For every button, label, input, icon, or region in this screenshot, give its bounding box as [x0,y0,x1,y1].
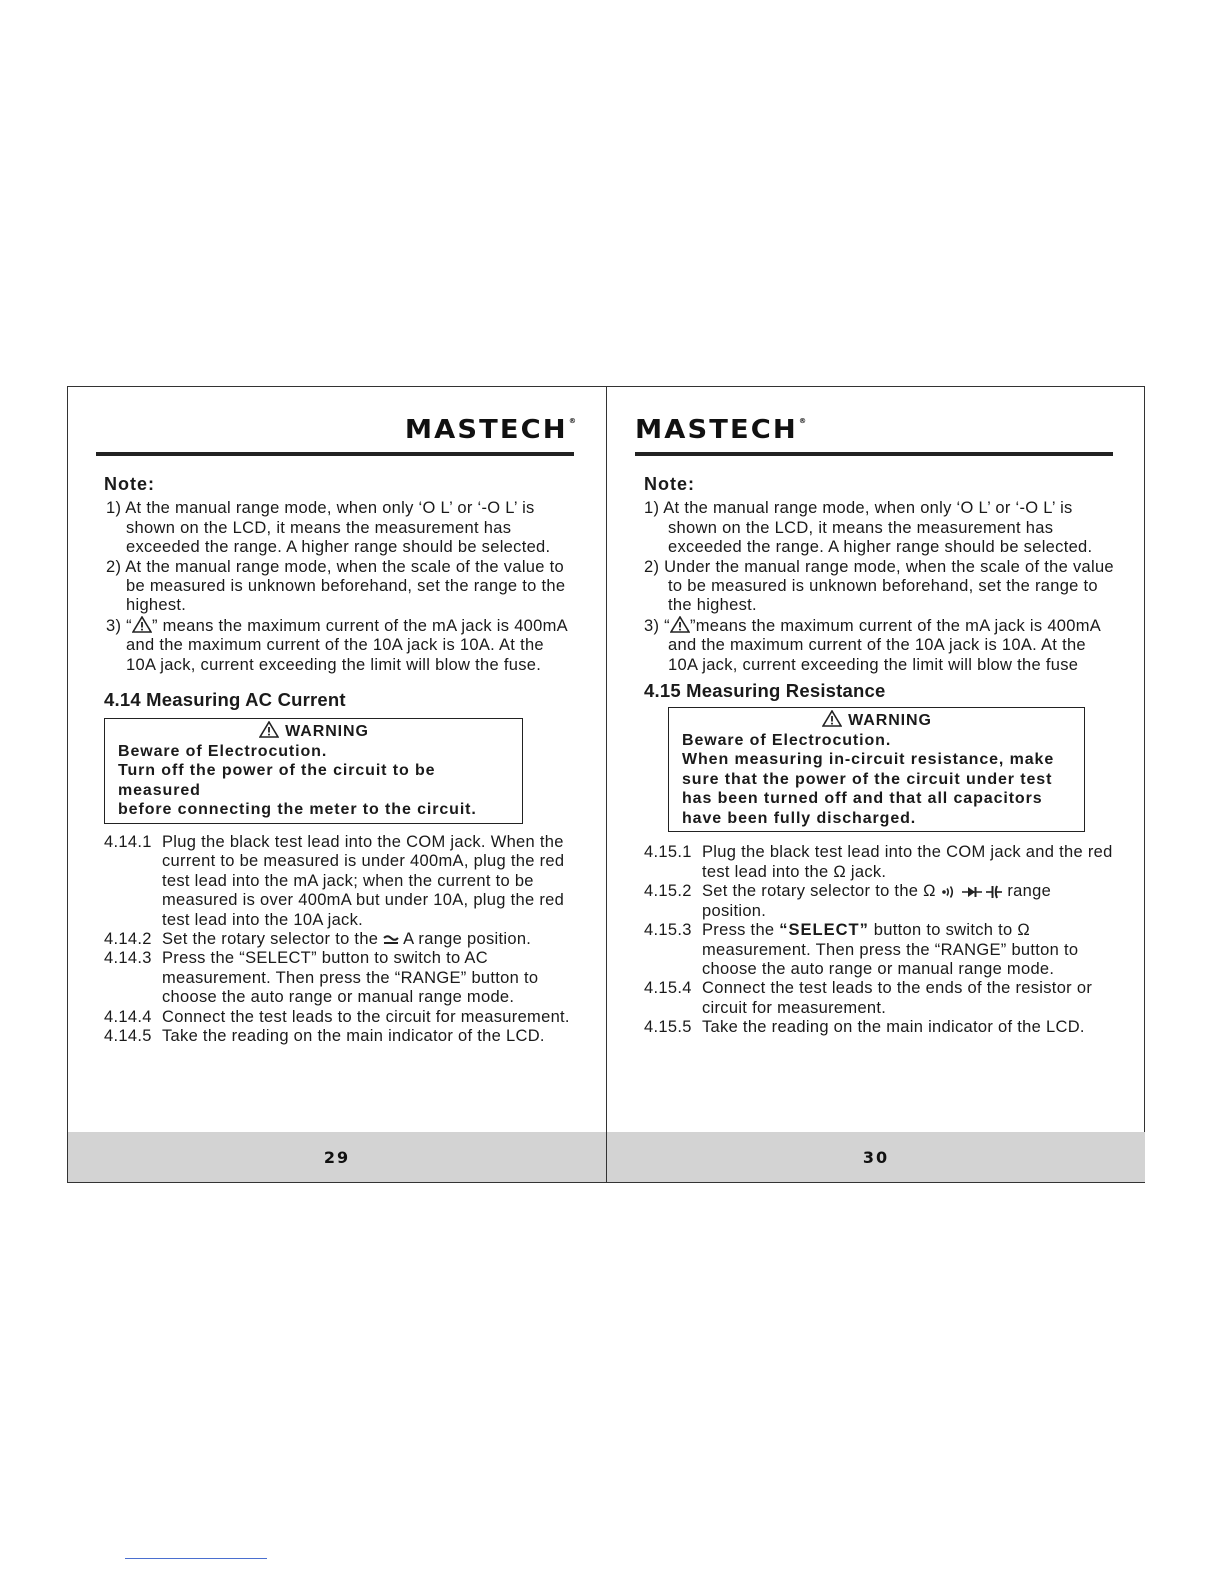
divider [125,1558,267,1559]
page-number: 30 [607,1132,1145,1182]
step-item [104,833,574,930]
warning-line: When measuring in-circuit resistance, make sure that the power of the circuit under test has been turned off and that all capacitors have been fully discharged. [682,751,1055,827]
warning-line: before connecting the meter to the circuit. [118,801,477,819]
diode-icon [962,885,982,899]
step-number: 4.15.1 [644,843,692,862]
step-number: 4.14.1 [104,832,152,851]
step-item [104,1008,574,1027]
warning-triangle-icon [670,616,690,633]
warning-heading: WARNING [682,710,1072,731]
page-content [104,475,574,1046]
note-item: 2) Under the manual range mode, when the scale of the value to be measured is unknown beforehand, set the range to the highest. [644,557,1114,615]
header-rule [96,452,574,456]
step-text: Connect the test leads to the circuit for measurement. [162,1007,570,1026]
step-number: 4.14.5 [104,1027,152,1046]
note-item: 1) At the manual range mode, when only ‘O L’ or ‘-O L’ is shown on the LCD, it means the measurement has exceeded the range. A higher range should be selected. [106,499,551,557]
step-number: 4.15.2 [644,882,692,901]
warning-line: Turn off the power of the circuit to be measured [118,762,436,799]
step-item [104,1027,574,1046]
step-text: Set the rotary selector to the Ω range position. [702,882,1052,920]
step-item [104,930,574,949]
step-text: Plug the black test lead into the COM jack. When the current to be measured is under 400mA, plug the red test lead into the mA jack; when the current to be measured is over 400mA but under 10A, plug the red test lead into the 10A jack. [162,832,565,929]
warning-triangle-icon [822,710,842,727]
continuity-sound-icon [941,885,957,899]
step-number: 4.15.3 [644,921,692,940]
step-number: 4.15.5 [644,1018,692,1037]
step-item [644,1018,1119,1037]
page-number: 29 [68,1132,606,1182]
step-number: 4.14.3 [104,949,152,968]
warning-line: Beware of Electrocution. [682,731,892,749]
step-item [104,949,574,1007]
brand-logo: MASTECH® [404,415,576,445]
step-text: Press the “SELECT” button to switch to Ω measurement. Then press the “RANGE” button to choose the auto range or manual range mode. [702,921,1079,978]
warning-box [104,718,523,824]
step-item [644,979,1119,1018]
warning-line: Beware of Electrocution. [118,742,328,760]
page-content [644,475,1119,1038]
step-number: 4.14.2 [104,930,152,948]
warning-triangle-icon [259,721,279,738]
warning-heading: WARNING [118,721,510,742]
step-number: 4.15.4 [644,979,692,998]
step-text: Press the “SELECT” button to switch to AC measurement. Then press the “RANGE” button to choose the auto range or manual range mode. [162,949,539,1007]
step-text: Set the rotary selector to the A range position. [162,930,532,948]
capacitor-icon [986,885,1002,899]
manual-spread [67,386,1145,1183]
step-text: Take the reading on the main indicator of the LCD. [702,1018,1085,1037]
page-right [607,387,1145,1182]
brand-logo: MASTECH® [635,415,807,445]
note-title: Note: [104,474,155,494]
warning-box [668,707,1085,832]
warning-triangle-icon [132,616,152,633]
note-title: Note: [644,474,695,494]
step-number: 4.14.4 [104,1007,152,1026]
note-item: 2) At the manual range mode, when the scale of the value to be measured is unknown beforehand, set the range to the highest. [106,557,566,615]
step-item [644,921,1119,979]
step-text: Connect the test leads to the ends of the resistor or circuit for measurement. [702,979,1093,1017]
step-item [644,882,1119,921]
note-item: 1) At the manual range mode, when only ‘O L’ or ‘-O L’ is shown on the LCD, it means the measurement has exceeded the range. A higher range should be selected. [644,499,1093,557]
section-title: 4.14 Measuring AC Current [104,689,346,711]
step-text: Take the reading on the main indicator of the LCD. [162,1027,545,1046]
step-item [644,843,1119,882]
note-item: 3) “ ”means the maximum current of the mA jack is 400mA and the maximum current of the 10A jack is 10A. At the 10A jack, current exceeding the limit will blow the fuse [644,616,1101,674]
page-left [68,387,607,1182]
step-text: Plug the black test lead into the COM jack and the red test lead into the Ω jack. [702,843,1113,881]
header-rule [635,452,1113,456]
section-title: 4.15 Measuring Resistance [644,680,886,702]
note-item: 3) “ ” means the maximum current of the mA jack is 400mA and the maximum current of the 10A jack is 10A. At the 10A jack, current exceeding the limit will blow the fuse. [106,616,568,674]
ac-dc-symbol-icon [383,933,399,947]
